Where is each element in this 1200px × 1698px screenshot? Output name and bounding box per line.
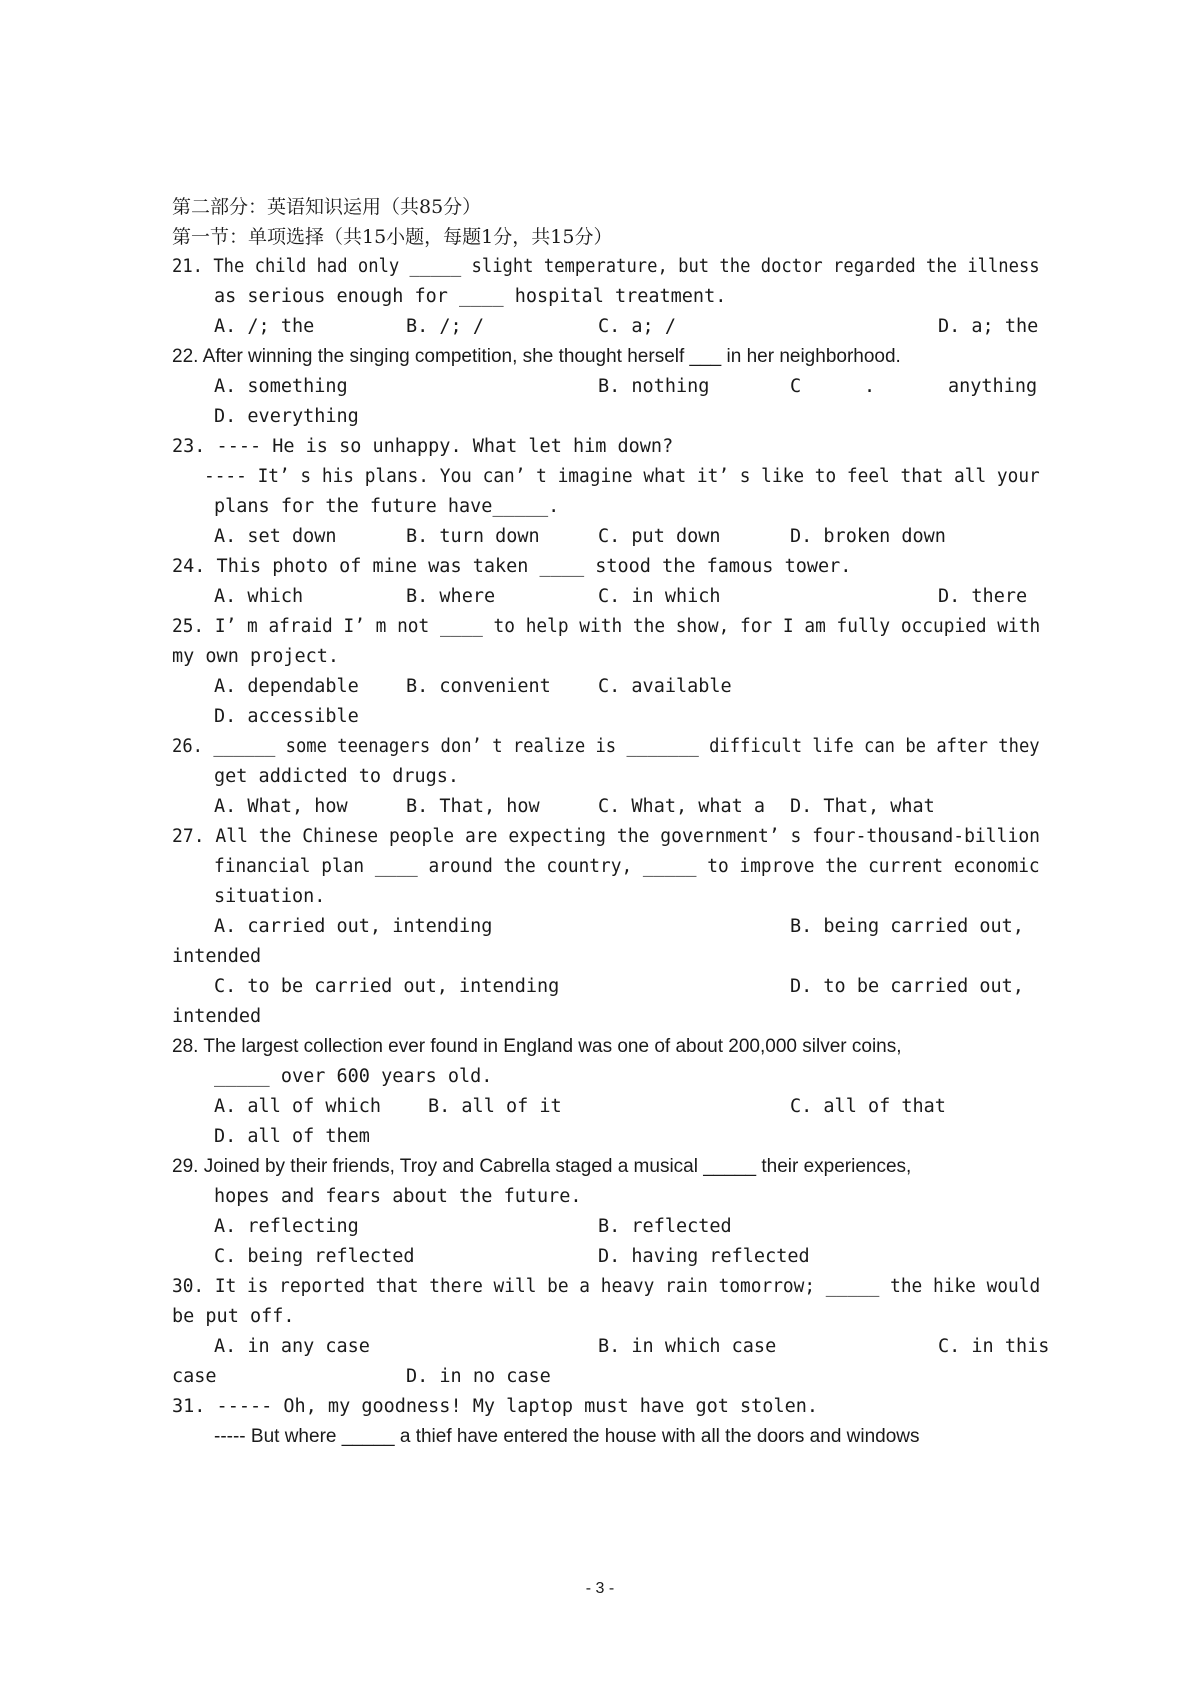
question-30-option-c: C. in this <box>938 1336 1050 1357</box>
question-24-line-1: 24. This photo of mine was taken ____ stood the famous tower. <box>172 556 852 577</box>
question-26-line-2: get addicted to drugs. <box>214 766 460 787</box>
question-25-option-d: D. accessible <box>214 706 359 727</box>
question-28-line-2: _____ over 600 years old. <box>214 1066 493 1087</box>
question-24-option-d: D. there <box>938 586 1028 607</box>
question-26-option-c: C. What, what a <box>598 796 766 817</box>
question-23-option-a: A. set down <box>214 526 337 547</box>
question-28-option-a: A. all of which <box>214 1096 382 1117</box>
page-number: - 3 - <box>585 1580 615 1597</box>
question-27-option-c: C. to be carried out, intending <box>214 976 560 997</box>
question-23-line-2: ---- It’ s his plans. You can’ t imagine what it’ s like to feel that all your <box>204 466 1040 487</box>
question-30-option-d: D. in no case <box>406 1366 551 1387</box>
question-26-option-a: A. What, how <box>214 796 348 817</box>
question-21-option-d: D. a; the <box>938 316 1039 337</box>
question-31-line-2: ----- But where _____ a thief have entered the house with all the doors and windows <box>214 1426 920 1447</box>
question-23-option-d: D. broken down <box>790 526 946 547</box>
question-27-option-b-continued: intended <box>172 946 262 967</box>
question-25-line-2: my own project. <box>172 646 340 667</box>
question-24-option-c: C. in which <box>598 586 721 607</box>
question-22-option-d: D. everything <box>214 406 359 427</box>
question-29-option-c: C. being reflected <box>214 1246 415 1267</box>
question-25-option-b: B. convenient <box>406 676 551 697</box>
question-21-line-2: as serious enough for ____ hospital treatment. <box>214 286 727 307</box>
subsection-title: 第一节：单项选择（共15小题，每题1分，共15分） <box>172 226 613 248</box>
question-24-option-a: A. which <box>214 586 304 607</box>
question-26-option-d: D. That, what <box>790 796 935 817</box>
question-22-option-b: B. nothing <box>598 376 710 397</box>
question-25-line-1: 25. I’ m afraid I’ m not ____ to help with the show, for I am fully occupied with <box>172 616 1041 637</box>
question-27-line-3: situation. <box>214 886 326 907</box>
question-22-option-a: A. something <box>214 376 348 397</box>
question-28-option-d: D. all of them <box>214 1126 370 1147</box>
question-29-option-a: A. reflecting <box>214 1216 359 1237</box>
question-23-line-1: 23. ---- He is so unhappy. What let him down? <box>172 436 674 457</box>
question-27-option-d: D. to be carried out, <box>790 976 1024 997</box>
question-22-option-c-text: anything <box>948 376 1038 397</box>
question-27-line-1: 27. All the Chinese people are expecting the government’ s four-thousand-billion <box>172 826 1041 847</box>
question-22-option-c-letter: C <box>790 376 802 397</box>
question-29-option-b: B. reflected <box>598 1216 732 1237</box>
question-26-option-b: B. That, how <box>406 796 540 817</box>
question-27-option-b: B. being carried out, <box>790 916 1024 937</box>
question-30-line-2: be put off. <box>172 1306 295 1327</box>
part-title: 第二部分：英语知识运用（共85分） <box>172 196 482 218</box>
question-28-option-c: C. all of that <box>790 1096 946 1117</box>
question-29-option-d: D. having reflected <box>598 1246 810 1267</box>
question-30-option-a: A. in any case <box>214 1336 370 1357</box>
question-21-option-a: A. /; the <box>214 316 315 337</box>
question-27-option-d-continued: intended <box>172 1006 262 1027</box>
question-29-line-2: hopes and fears about the future. <box>214 1186 582 1207</box>
question-22-line-1: 22. After winning the singing competition, she thought herself ___ in her neighborhood. <box>172 346 901 367</box>
question-25-option-a: A. dependable <box>214 676 359 697</box>
question-30-option-c-continued: case <box>172 1366 217 1387</box>
question-27-line-2: financial plan ____ around the country, _____ to improve the current economic <box>214 856 1040 877</box>
question-21-option-b: B. /; / <box>406 316 484 337</box>
question-30-line-1: 30. It is reported that there will be a heavy rain tomorrow; _____ the hike would <box>172 1276 1041 1297</box>
question-29-line-1: 29. Joined by their friends, Troy and Cabrella staged a musical _____ their experiences, <box>172 1156 912 1177</box>
question-21-option-c: C. a; / <box>598 316 676 337</box>
question-26-line-1: 26. ______ some teenagers don’ t realize is _______ difficult life can be after they <box>172 736 1040 757</box>
question-21-line-1: 21. The child had only _____ slight temperature, but the doctor regarded the illness <box>172 256 1040 277</box>
question-23-option-b: B. turn down <box>406 526 540 547</box>
question-23-option-c: C. put down <box>598 526 721 547</box>
question-28-option-b: B. all of it <box>428 1096 562 1117</box>
question-27-option-a: A. carried out, intending <box>214 916 493 937</box>
question-22-option-c-dot: . <box>864 376 876 397</box>
question-30-option-b: B. in which case <box>598 1336 777 1357</box>
question-31-line-1: 31. ----- Oh, my goodness! My laptop must have got stolen. <box>172 1396 819 1417</box>
question-24-option-b: B. where <box>406 586 496 607</box>
question-23-line-3: plans for the future have_____. <box>214 496 560 517</box>
question-25-option-c: C. available <box>598 676 732 697</box>
question-28-line-1: 28. The largest collection ever found in England was one of about 200,000 silver coins, <box>172 1036 902 1057</box>
